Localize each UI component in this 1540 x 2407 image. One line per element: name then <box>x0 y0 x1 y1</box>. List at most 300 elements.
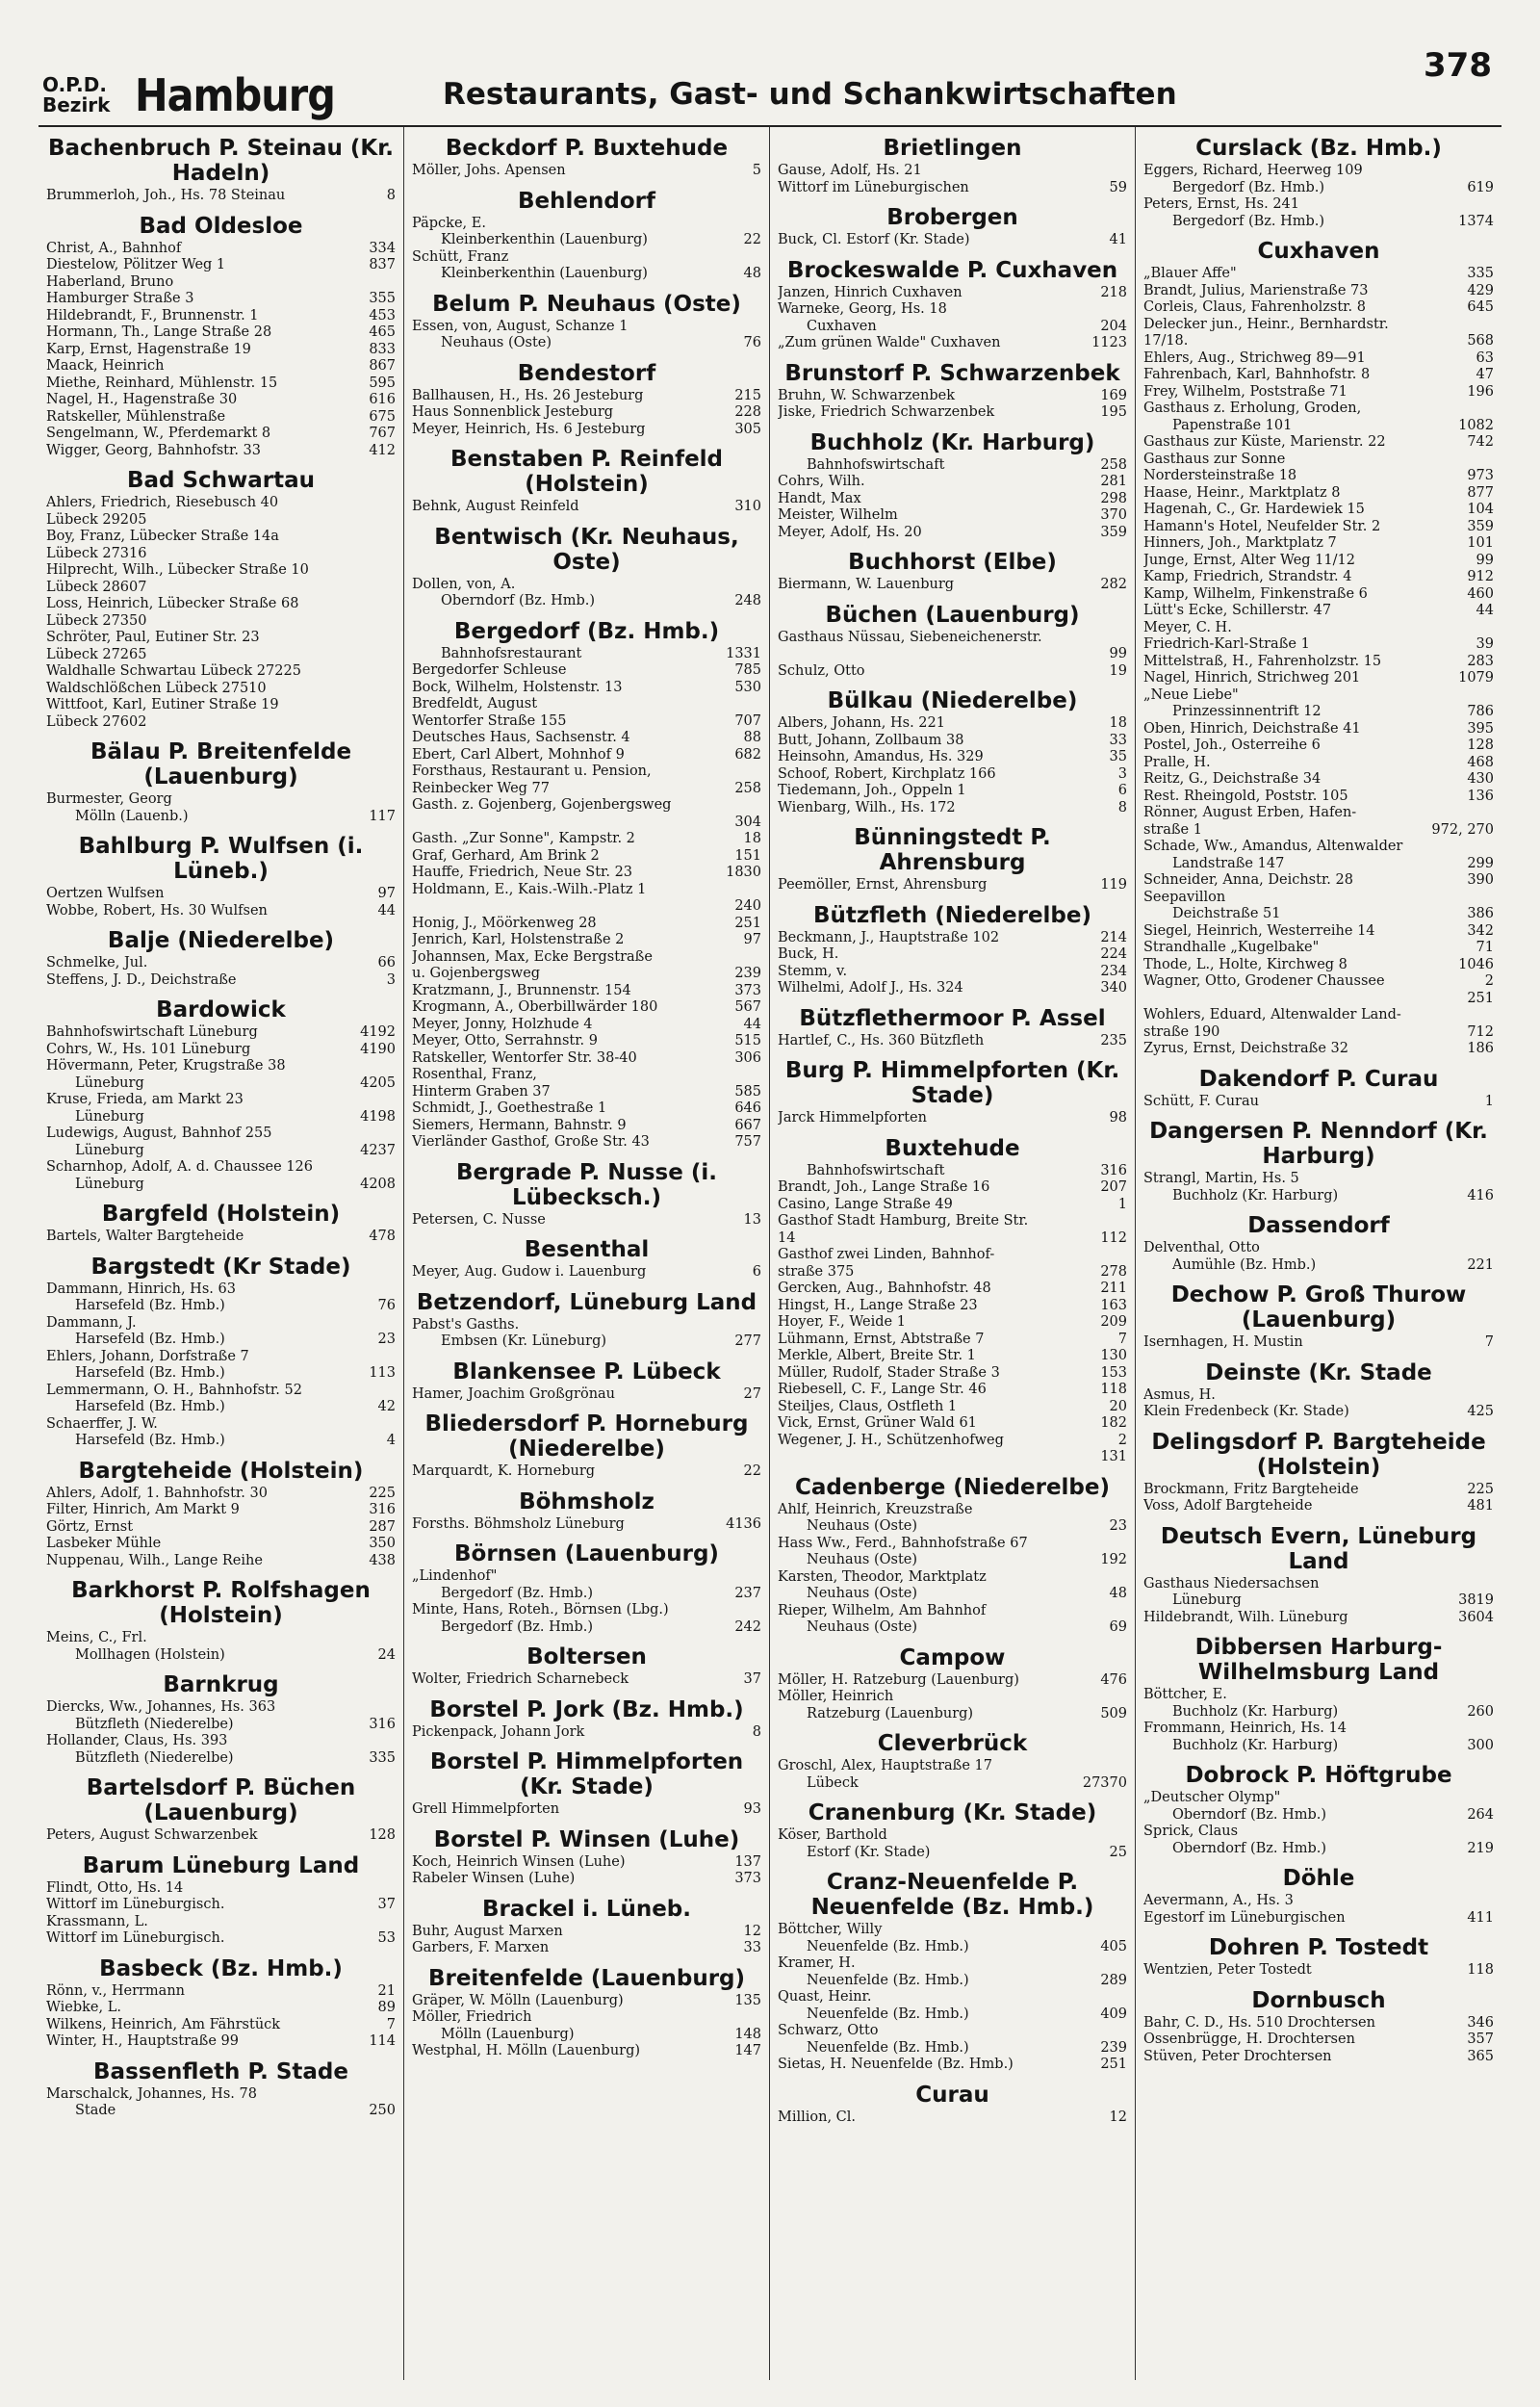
entry-phone: 20 <box>1109 1398 1127 1414</box>
entry-name: Stade <box>75 2103 116 2118</box>
entry-phone: 468 <box>1467 754 1494 770</box>
entry-name: Lütt's Ecke, Schillerstr. 47 <box>1143 603 1332 618</box>
entry-name: Wentzien, Peter Tostedt <box>1143 1962 1312 1978</box>
directory-entry <box>46 342 396 359</box>
directory-entry <box>1143 452 1494 469</box>
directory-entry <box>1143 519 1494 536</box>
directory-entry <box>46 1536 396 1553</box>
directory-entry <box>778 1536 1127 1553</box>
place-heading: Campow <box>899 1644 1006 1670</box>
directory-entry <box>1143 434 1494 452</box>
entry-phone: 24 <box>377 1646 396 1663</box>
entry-name: Ebert, Carl Albert, Mohnhof 9 <box>412 746 625 763</box>
directory-entry <box>46 1042 396 1059</box>
entry-phone <box>390 1383 396 1400</box>
directory-entry <box>412 1100 761 1118</box>
directory-entry <box>778 1827 1127 1845</box>
entry-name: Wohlers, Eduard, Altenwalder Land- <box>1143 1007 1401 1022</box>
entry-phone: 515 <box>734 1033 761 1048</box>
directory-entry <box>412 662 761 680</box>
entry-phone: 340 <box>1100 980 1127 996</box>
entry-phone: 645 <box>1467 299 1494 315</box>
entry-name: Cohrs, Wilh. <box>778 474 865 489</box>
entry-phone: 151 <box>734 847 761 864</box>
entry-name: Essen, von, August, Schanze 1 <box>412 318 629 334</box>
entry-name: Lemmermann, O. H., Bahnhofstr. 52 <box>46 1382 302 1398</box>
directory-entry <box>778 1603 1127 1620</box>
entry-name: Wentorfer Straße 155 <box>412 712 567 729</box>
entry-phone <box>1488 1387 1494 1405</box>
entry-name: Harsefeld (Bz. Hmb.) <box>75 1332 225 1347</box>
entry-name: Jenrich, Karl, Holstenstraße 2 <box>412 932 625 947</box>
entry-phone: 114 <box>369 2033 396 2049</box>
entry-name: Marschalck, Johannes, Hs. 78 <box>46 2085 257 2102</box>
entry-name: Möller, Heinrich <box>778 1689 894 1704</box>
entry-name: Harsefeld (Bz. Hmb.) <box>75 1433 225 1448</box>
place-heading: Curau <box>915 2082 989 2108</box>
entry-name: Vierländer Gasthof, Große Str. 43 <box>412 1134 650 1150</box>
directory-entry <box>1143 586 1494 604</box>
place-heading: Dakendorf P. Curau <box>1198 1066 1439 1092</box>
directory-entry <box>46 886 396 903</box>
directory-entry <box>412 713 761 731</box>
directory-entry <box>412 1724 761 1742</box>
entry-name: Pabst's Gasths. <box>412 1316 520 1333</box>
directory-entry <box>46 1109 396 1126</box>
directory-entry <box>412 1463 761 1481</box>
entry-name: Brandt, Joh., Lange Straße 16 <box>778 1179 990 1195</box>
directory-entry <box>778 1298 1127 1315</box>
entry-name: Nagel, Hinrich, Strichweg 201 <box>1143 670 1361 686</box>
entry-name: Graf, Gerhard, Am Brink 2 <box>412 847 600 864</box>
entry-phone: 21 <box>377 1982 396 1999</box>
directory-entry <box>778 1179 1127 1197</box>
entry-phone: 147 <box>734 2043 761 2058</box>
entry-name: Ratskeller, Mühlenstraße <box>46 408 226 425</box>
entry-name: Groschl, Alex, Hauptstraße 17 <box>778 1758 992 1773</box>
entry-phone <box>390 681 396 698</box>
directory-entry <box>778 766 1127 784</box>
entry-name: Aumühle (Bz. Hmb.) <box>1172 1256 1317 1273</box>
directory-entry <box>46 308 396 325</box>
entry-phone <box>1121 1922 1127 1939</box>
entry-name: Loss, Heinrich, Lübecker Straße 68 <box>46 596 299 611</box>
directory-entry <box>46 392 396 409</box>
entry-name: Hormann, Th., Lange Straße 28 <box>46 324 272 340</box>
directory-entry <box>46 1349 396 1366</box>
directory-entry <box>778 335 1127 352</box>
entry-name: Cuxhaven <box>807 318 877 334</box>
entry-name: Gasthof zwei Linden, Bahnhof- <box>778 1247 995 1262</box>
entry-name: Hamer, Joachim Großgrönau <box>412 1385 616 1402</box>
directory-entry <box>778 733 1127 750</box>
entry-name: Nordersteinstraße 18 <box>1143 468 1297 483</box>
entry-phone: 93 <box>743 1801 761 1817</box>
entry-name: Ehlers, Aug., Strichweg 89—91 <box>1143 349 1366 366</box>
place-heading: Bülkau (Niederelbe) <box>827 688 1078 713</box>
directory-entry <box>778 1163 1127 1180</box>
entry-phone: 289 <box>1100 1972 1127 1988</box>
entry-name: Gasthof Stadt Hamburg, Breite Str. <box>778 1213 1029 1229</box>
directory-entry <box>412 404 761 422</box>
directory-entry <box>412 916 761 933</box>
entry-phone: 299 <box>1467 855 1494 871</box>
directory-entry <box>46 1433 396 1450</box>
entry-name: Lüneburg <box>75 1074 144 1091</box>
entry-name: Stemm, v. <box>778 963 848 979</box>
entry-name: Frey, Wilhelm, Poststraße 71 <box>1143 383 1348 400</box>
directory-entry <box>412 1854 761 1872</box>
entry-phone: 304 <box>734 814 761 830</box>
directory-entry <box>778 964 1127 981</box>
entry-phone: 646 <box>734 1100 761 1116</box>
place-heading: Dechow P. Groß Thurow (Lauenburg) <box>1170 1282 1467 1333</box>
directory-entry <box>46 1416 396 1434</box>
directory-entry <box>1143 502 1494 519</box>
directory-entry <box>1143 1188 1494 1205</box>
place-heading: Dassendorf <box>1247 1213 1390 1238</box>
page-number: 378 <box>1424 46 1492 85</box>
entry-name: Hildebrandt, Wilh. Lüneburg <box>1143 1609 1348 1625</box>
entry-phone <box>390 1880 396 1898</box>
entry-phone: 453 <box>369 307 396 324</box>
directory-entry <box>46 955 396 972</box>
entry-name: Meyer, Aug. Gudow i. Lauenburg <box>412 1264 647 1280</box>
directory-entry <box>778 1399 1127 1416</box>
directory-entry <box>1143 636 1494 654</box>
directory-entry <box>1143 1790 1494 1807</box>
entry-phone: 365 <box>1467 2048 1494 2064</box>
directory-entry <box>412 1333 761 1351</box>
entry-name: Hamann's Hotel, Neufelder Str. 2 <box>1143 518 1381 534</box>
entry-phone: 12 <box>743 1923 761 1939</box>
entry-phone: 242 <box>734 1618 761 1635</box>
directory-entry <box>1143 620 1494 637</box>
entry-name: Egestorf im Lüneburgischen <box>1143 1909 1346 1926</box>
entry-phone <box>1121 630 1127 647</box>
directory-entry <box>778 1672 1127 1690</box>
entry-phone <box>1488 1576 1494 1593</box>
entry-phone <box>1488 620 1494 637</box>
directory-entry <box>412 388 761 405</box>
directory-entry <box>1143 1024 1494 1042</box>
directory-entry <box>412 797 761 815</box>
entry-name: Dammann, Hinrich, Hs. 63 <box>46 1281 236 1297</box>
entry-name: Oberndorf (Bz. Hmb.) <box>1172 1806 1327 1823</box>
entry-name: Wilhelmi, Adolf J., Hs. 324 <box>778 980 963 996</box>
directory-entry <box>46 1897 396 1914</box>
entry-name: Kamp, Wilhelm, Finkenstraße 6 <box>1143 585 1368 602</box>
place-heading: Cadenberge (Niederelbe) <box>794 1474 1111 1500</box>
entry-name: Voss, Adolf Bargteheide <box>1143 1498 1313 1514</box>
entry-phone: 33 <box>1109 732 1127 748</box>
entry-name: Waldhalle Schwartau Lübeck 27225 <box>46 663 301 679</box>
entry-name: Strangl, Martin, Hs. 5 <box>1143 1171 1299 1186</box>
entry-name: Hartlef, C., Hs. 360 Bützfleth <box>778 1032 985 1048</box>
entry-phone <box>390 613 396 631</box>
entry-name: Postel, Joh., Österreihe 6 <box>1143 738 1321 753</box>
entry-phone: 137 <box>734 1853 761 1870</box>
directory-entry <box>412 1871 761 1888</box>
entry-phone: 298 <box>1100 490 1127 506</box>
entry-name: Albers, Johann, Hs. 221 <box>778 715 945 731</box>
entry-phone: 3 <box>386 971 396 988</box>
entry-phone: 148 <box>734 2026 761 2042</box>
entry-phone: 18 <box>743 831 761 846</box>
entry-name: Jarck Himmelpforten <box>778 1110 927 1126</box>
directory-entry <box>46 1383 396 1400</box>
entry-name: Wigger, Georg, Bahnhofstr. 33 <box>46 442 262 458</box>
directory-entry <box>46 1298 396 1315</box>
entry-phone: 37 <box>377 1897 396 1912</box>
entry-name: Schmelke, Jul. <box>46 955 148 971</box>
entry-name: Schütt, F. Curau <box>1143 1093 1259 1109</box>
entry-phone <box>1488 1790 1494 1807</box>
directory-entry <box>1143 196 1494 214</box>
entry-phone: 69 <box>1109 1619 1127 1635</box>
entry-name: Rosenthal, Franz, <box>412 1067 537 1082</box>
entry-name: Hamburger Straße 3 <box>46 291 194 306</box>
entry-name: Tiedemann, Joh., Oppeln 1 <box>778 783 966 798</box>
entry-name: „Zum grünen Walde" Cuxhaven <box>778 335 1001 350</box>
entry-phone: 7 <box>1117 1331 1127 1347</box>
directory-entry <box>46 291 396 308</box>
entry-phone: 6 <box>752 1264 761 1280</box>
entry-phone <box>1121 1827 1127 1845</box>
entry-phone: 1046 <box>1458 956 1494 972</box>
entry-name: Lübeck 27265 <box>46 646 147 662</box>
entry-phone <box>1488 805 1494 822</box>
entry-phone: 667 <box>734 1117 761 1133</box>
entry-phone: 707 <box>734 712 761 729</box>
entry-name: Schütt, Franz <box>412 248 509 265</box>
entry-name: Ahlers, Adolf, 1. Bahnhofstr. 30 <box>46 1485 268 1501</box>
directory-entry <box>778 1449 1127 1466</box>
entry-name: Ahlers, Friedrich, Riesebusch 40 <box>46 495 279 510</box>
directory-entry <box>1143 1094 1494 1111</box>
directory-entry <box>46 714 396 732</box>
directory-entry <box>46 1699 396 1717</box>
entry-phone: 258 <box>1100 456 1127 473</box>
directory-entry <box>412 1067 761 1084</box>
entry-name: Kratzmann, J., Brunnenstr. 154 <box>412 982 631 998</box>
entry-name: Steffens, J. D., Deichstraße <box>46 971 237 988</box>
entry-name: 14 <box>778 1229 796 1246</box>
entry-phone: 131 <box>1100 1449 1127 1464</box>
entry-phone: 251 <box>1467 990 1494 1006</box>
entry-phone: 4208 <box>360 1176 396 1192</box>
directory-entry <box>412 216 761 233</box>
district-label: O.P.D. Bezirk <box>42 73 111 116</box>
entry-name: Ratzeburg (Lauenburg) <box>807 1705 974 1721</box>
entry-phone <box>1121 1213 1127 1230</box>
entry-phone: 235 <box>1100 1032 1127 1048</box>
entry-name: Harsefeld (Bz. Hmb.) <box>75 1365 225 1381</box>
entry-phone: 335 <box>1467 266 1494 281</box>
entry-name: Neuenfelde (Bz. Hmb.) <box>807 1938 969 1954</box>
entry-name: Janzen, Hinrich Cuxhaven <box>778 284 962 300</box>
entry-phone <box>1121 163 1127 180</box>
entry-name: Lüneburg <box>75 1108 144 1125</box>
entry-name: Diestelow, Pölitzer Weg 1 <box>46 257 226 272</box>
directory-entry <box>778 783 1127 800</box>
entry-phone: 204 <box>1100 318 1127 334</box>
entry-phone: 25 <box>1109 1844 1127 1860</box>
directory-entry <box>412 1801 761 1819</box>
entry-name: Mittelstraß, H., Fahrenholzstr. 15 <box>1143 653 1382 669</box>
entry-name: Bock, Wilhelm, Holstenstr. 13 <box>412 679 623 695</box>
entry-phone: 416 <box>1467 1187 1494 1204</box>
entry-phone: 481 <box>1467 1498 1494 1514</box>
directory-entry <box>46 426 396 443</box>
entry-name: Wittorf im Lüneburgischen <box>778 179 969 195</box>
entry-name: Möller, Friedrich <box>412 2009 532 2025</box>
entry-name: Vick, Ernst, Grüner Wald 61 <box>778 1415 977 1431</box>
entry-phone: 306 <box>734 1049 761 1066</box>
entry-name: Buhr, August Marxen <box>412 1923 563 1939</box>
directory-entry <box>778 946 1127 964</box>
entry-phone <box>1121 1689 1127 1706</box>
place-heading: Burg P. Himmelpforten (Kr. Stade) <box>784 1058 1120 1108</box>
directory-entry <box>412 764 761 781</box>
entry-name: Dammann, J. <box>46 1314 137 1331</box>
directory-entry <box>46 791 396 809</box>
entry-name: Siegel, Heinrich, Westerreihe 14 <box>1143 922 1375 939</box>
place-heading: Brackel i. Lüneb. <box>481 1896 692 1922</box>
entry-phone: 972, 270 <box>1431 821 1494 838</box>
directory-entry <box>46 241 396 258</box>
place-heading: Balje (Niederelbe) <box>107 928 335 953</box>
entry-name: Hinterm Graben 37 <box>412 1083 551 1100</box>
directory-entry <box>1143 299 1494 317</box>
directory-entry <box>778 930 1127 947</box>
directory-entry <box>1143 940 1494 957</box>
columns <box>38 127 1502 2380</box>
entry-name: Lübeck 29205 <box>46 511 147 528</box>
entry-name: Klein Fredenbeck (Kr. Stade) <box>1143 1404 1349 1419</box>
entry-name: Isernhagen, H. Mustin <box>1143 1334 1303 1350</box>
entry-phone: 13 <box>743 1211 761 1228</box>
entry-name: Schröter, Paul, Eutiner Str. 23 <box>46 630 260 645</box>
place-heading: Dohren P. Tostedt <box>1208 1935 1429 1960</box>
directory-entry <box>778 1973 1127 1990</box>
entry-phone: 104 <box>1467 502 1494 517</box>
entry-name: Neuenfelde (Bz. Hmb.) <box>807 2006 969 2022</box>
entry-phone <box>756 1602 761 1619</box>
entry-name: Forsths. Böhmsholz Lüneburg <box>412 1515 625 1532</box>
entry-phone: 228 <box>734 404 761 420</box>
entry-name: Oben, Hinrich, Deichstraße 41 <box>1143 720 1361 737</box>
directory-entry <box>412 1602 761 1619</box>
entry-name: Krassmann, L. <box>46 1913 148 1929</box>
entry-name: „Neue Liebe" <box>1143 686 1239 703</box>
entry-phone <box>390 495 396 512</box>
entry-phone: 163 <box>1100 1297 1127 1313</box>
place-heading: Buxtehude <box>885 1135 1020 1161</box>
directory-entry <box>1143 1738 1494 1755</box>
entry-name: Gasthaus zur Sonne <box>1143 451 1286 467</box>
entry-phone: 215 <box>734 387 761 403</box>
entry-phone: 63 <box>1476 349 1494 366</box>
entry-phone <box>390 1126 396 1143</box>
entry-name: Dollen, von, A. <box>412 576 516 592</box>
entry-name: Hass Ww., Ferd., Bahnhofstraße 67 <box>778 1535 1028 1551</box>
entry-name: Neuhaus (Oste) <box>807 1518 918 1534</box>
entry-phone <box>1121 1603 1127 1620</box>
entry-name: Seepavillon <box>1143 889 1226 905</box>
entry-name: Holdmann, E., Kais.-Wilh.-Platz 1 <box>412 881 647 897</box>
entry-phone: 785 <box>734 662 761 678</box>
entry-phone: 1123 <box>1091 335 1127 350</box>
entry-phone: 71 <box>1476 940 1494 955</box>
directory-entry <box>778 1365 1127 1383</box>
entry-phone: 27370 <box>1082 1774 1127 1791</box>
entry-name: Müller, Rudolf, Stader Straße 3 <box>778 1364 1000 1381</box>
directory-entry <box>46 596 396 613</box>
entry-phone <box>1121 1502 1127 1519</box>
directory-entry <box>46 681 396 698</box>
directory-entry <box>778 491 1127 508</box>
entry-phone <box>756 319 761 336</box>
directory-entry <box>778 1247 1127 1264</box>
directory-entry <box>46 1750 396 1768</box>
directory-entry <box>46 1058 396 1075</box>
directory-entry <box>778 525 1127 542</box>
directory-entry <box>46 409 396 427</box>
directory-entry <box>1143 872 1494 890</box>
entry-phone: 1830 <box>726 865 761 880</box>
directory-entry <box>46 375 396 393</box>
directory-entry <box>412 1212 761 1229</box>
entry-name: „Deutscher Olymp" <box>1143 1790 1281 1805</box>
entry-phone <box>1121 1569 1127 1587</box>
entry-phone <box>1121 1989 1127 2006</box>
directory-entry <box>412 1940 761 1957</box>
entry-phone: 7 <box>1484 1334 1494 1350</box>
entry-name: Nagel, H., Hagenstraße 30 <box>46 392 238 407</box>
entry-phone <box>390 2086 396 2104</box>
entry-name: Harsefeld (Bz. Hmb.) <box>75 1399 225 1414</box>
directory-entry <box>46 1229 396 1246</box>
directory-entry <box>778 1569 1127 1587</box>
entry-name: Mölln (Lauenburg) <box>441 2026 575 2042</box>
entry-phone <box>1488 839 1494 856</box>
entry-name: Haase, Heinr., Marktplatz 8 <box>1143 484 1341 501</box>
directory-entry <box>778 877 1127 894</box>
entry-name: Kruse, Frieda, am Markt 23 <box>46 1092 244 1107</box>
directory-entry <box>1143 1687 1494 1704</box>
entry-name: Asmus, H. <box>1143 1386 1216 1403</box>
directory-entry <box>1143 890 1494 907</box>
entry-phone: 218 <box>1100 284 1127 300</box>
entry-phone: 53 <box>377 1930 396 1946</box>
entry-phone: 355 <box>369 291 396 306</box>
entry-name: Merkle, Albert, Breite Str. 1 <box>778 1348 976 1363</box>
entry-phone <box>390 1281 396 1299</box>
column-1 <box>38 127 404 2380</box>
directory-entry <box>778 388 1127 405</box>
directory-entry <box>1143 755 1494 772</box>
entry-name: Aevermann, A., Hs. 3 <box>1143 1893 1294 1908</box>
place-heading: Bargfeld (Holstein) <box>101 1202 341 1227</box>
directory-entry <box>1143 384 1494 401</box>
entry-phone: 478 <box>369 1229 396 1244</box>
place-heading: Boltersen <box>526 1644 647 1669</box>
directory-entry <box>778 1213 1127 1230</box>
entry-name: Meyer, Jonny, Holzhude 4 <box>412 1016 593 1032</box>
directory-entry <box>778 285 1127 302</box>
directory-entry <box>412 2043 761 2060</box>
